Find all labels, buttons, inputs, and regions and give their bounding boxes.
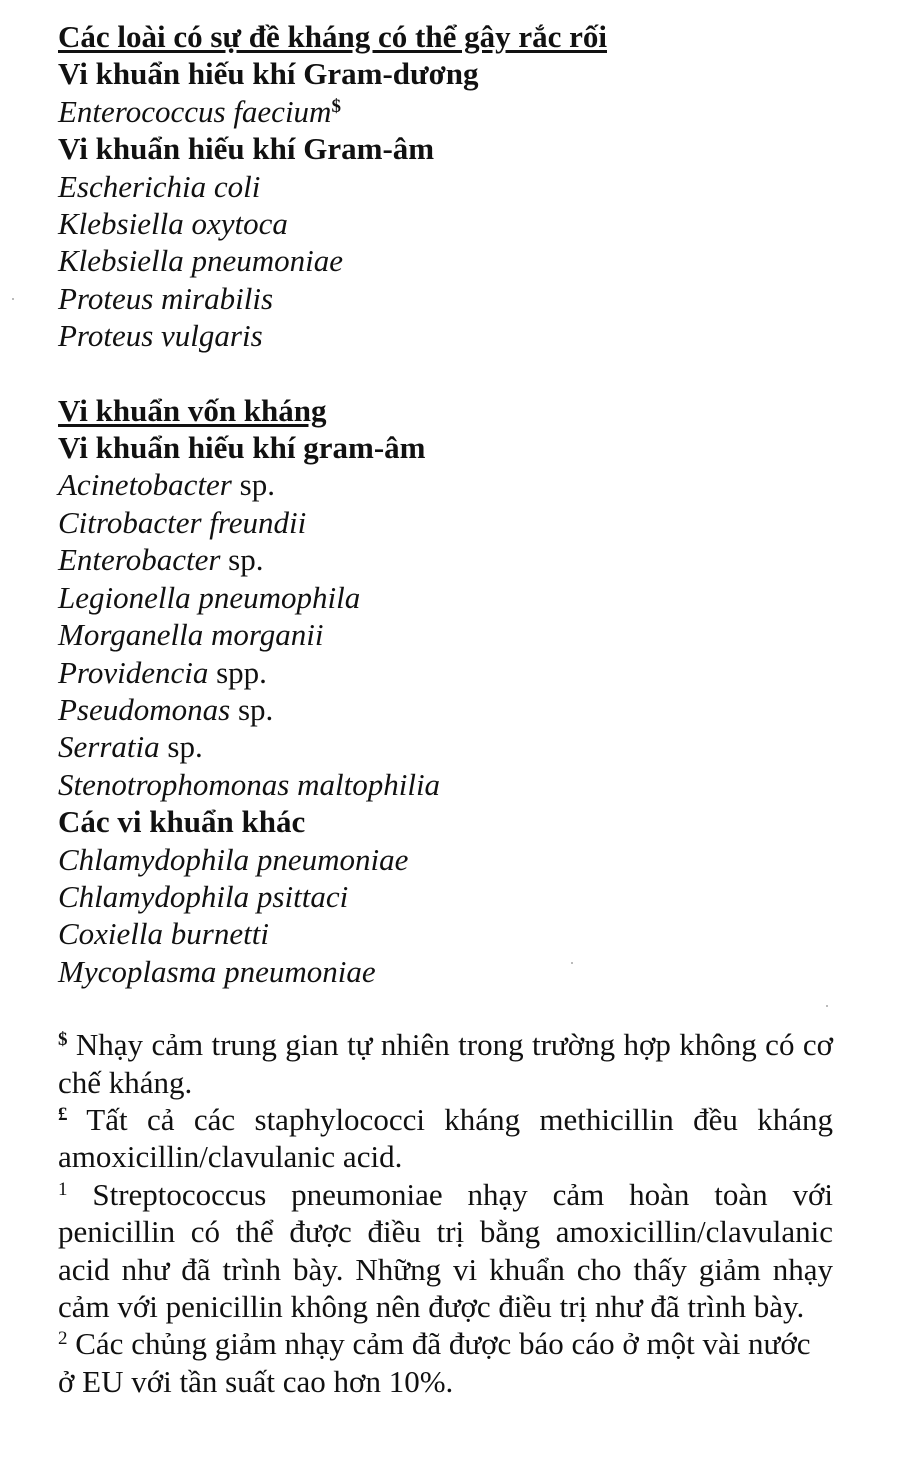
group-title: Vi khuẩn hiếu khí Gram-dương [58, 56, 479, 92]
footnote-marker: $ [331, 95, 341, 117]
section2-heading: Vi khuẩn vốn kháng [58, 392, 327, 428]
footnote-marker: 1 [58, 1178, 68, 1200]
species-item [58, 728, 833, 765]
species-name: Enterococcus faecium [58, 93, 332, 129]
species-item: Mycoplasma pneumoniae [58, 953, 376, 989]
scan-speck [12, 298, 14, 300]
footnotes [58, 1026, 833, 1400]
species-item: Chlamydophila psittaci [58, 878, 349, 914]
species-item [58, 654, 833, 691]
species-item [58, 504, 833, 541]
species-name: Morganella morganii [58, 617, 324, 653]
species-name: Enterobacter [58, 542, 221, 578]
footnote-text: Streptococcus pneumoniae nhạy cảm hoàn toàn với penicillin có thể được điều trị bằng amoxicillin/clavulanic acid như đã trình bày. Những vi khuẩn cho thấy giảm nhạy cảm với penicillin không nên được điều trị như đã trình bày. [58, 1176, 833, 1324]
species-name: Serratia [58, 729, 160, 765]
species-suffix: sp. [220, 542, 264, 578]
species-name: Legionella pneumophila [58, 579, 361, 615]
scan-speck [571, 962, 573, 964]
species-suffix: spp. [208, 654, 267, 690]
section-spacer [58, 355, 833, 392]
footnote [58, 1026, 833, 1101]
species-item [58, 541, 833, 578]
species-name: Pseudomonas [58, 691, 231, 727]
species-suffix: sp. [159, 729, 203, 765]
footnote [58, 1176, 833, 1326]
group-title: Vi khuẩn hiếu khí Gram-âm [58, 131, 435, 167]
species-item [58, 766, 833, 803]
document-page [58, 18, 833, 1400]
footnote-text: Nhạy cảm trung gian tự nhiên trong trường hợp không có cơ chế kháng. [58, 1027, 833, 1100]
species-item [58, 616, 833, 653]
species-name: Providencia [58, 654, 209, 690]
group-title: Vi khuẩn hiếu khí gram-âm [58, 430, 426, 466]
species-item: Klebsiella oxytoca [58, 206, 288, 242]
footnote-text: Các chủng giảm nhạy cảm đã được báo cáo ở một vài nước ở EU với tần suất cao hơn 10%. [58, 1326, 811, 1399]
species-name: Stenotrophomonas maltophilia [58, 766, 441, 802]
footnote [58, 1325, 833, 1400]
species-item: Proteus mirabilis [58, 280, 274, 316]
group-title: Các vi khuẩn khác [58, 804, 306, 840]
species-name: Citrobacter freundii [58, 504, 307, 540]
species-item: Proteus vulgaris [58, 318, 263, 354]
section1-heading: Các loài có sự đề kháng có thể gây rắc rối [58, 19, 607, 54]
species-suffix: sp. [231, 467, 275, 503]
species-item [58, 466, 833, 503]
species-item: Coxiella burnetti [58, 916, 269, 952]
species-item: Chlamydophila pneumoniae [58, 841, 409, 877]
species-item [58, 93, 833, 130]
scan-speck [826, 1005, 828, 1007]
footnote-marker: 2 [58, 1328, 68, 1350]
species-name: Acinetobacter [58, 467, 232, 503]
footnote-marker: $ [58, 1029, 68, 1051]
species-suffix: sp. [230, 691, 274, 727]
footnote-text: Tất cả các staphylococci kháng methicillin đều kháng amoxicillin/clavulanic acid. [58, 1101, 833, 1175]
section-spacer [58, 990, 833, 1026]
footnote [58, 1101, 833, 1176]
species-item [58, 691, 833, 728]
species-item: Escherichia coli [58, 168, 261, 204]
footnote-marker: £ [58, 1103, 68, 1125]
species-item: Klebsiella pneumoniae [58, 243, 343, 279]
species-item [58, 579, 833, 616]
